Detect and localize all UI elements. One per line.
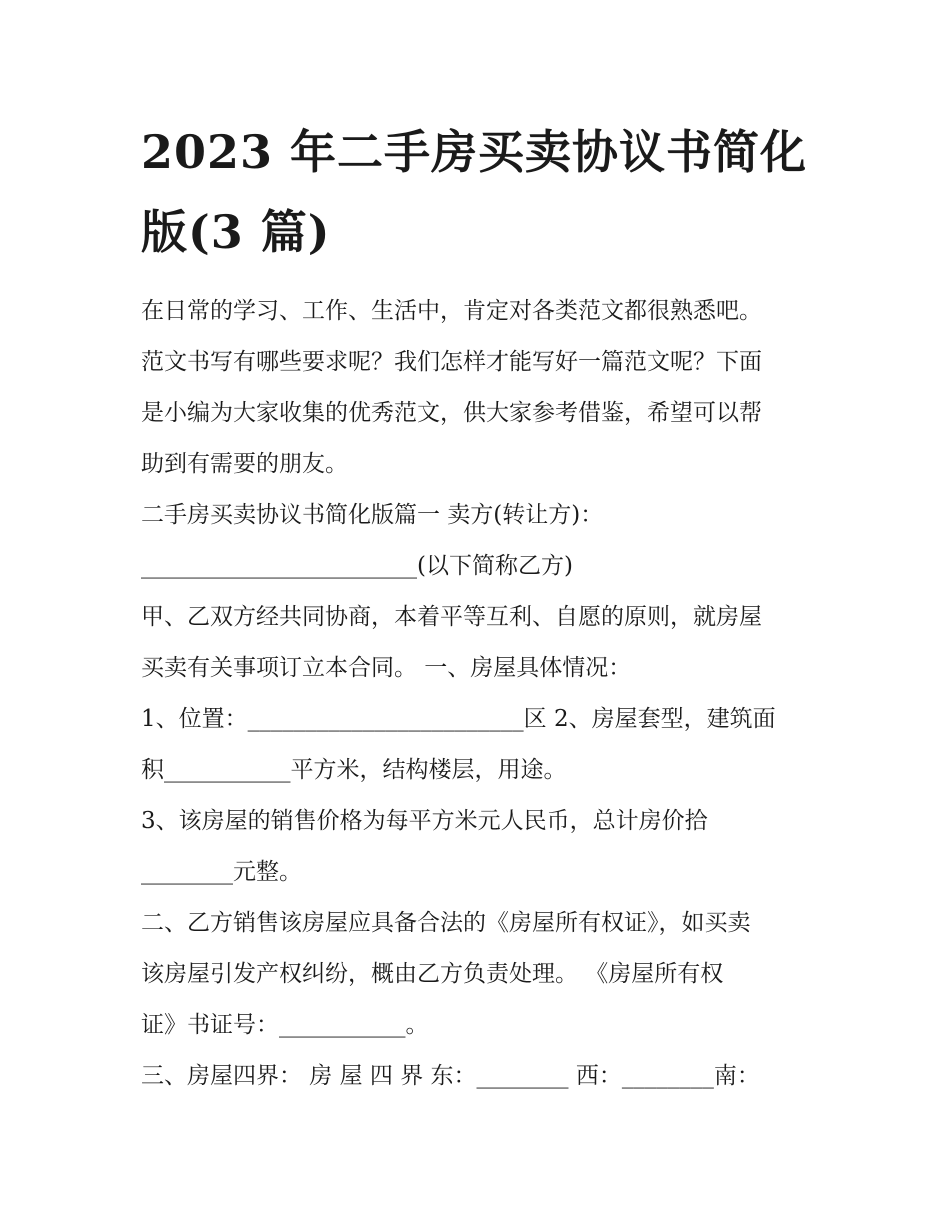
body-line: ________元整。 <box>141 859 302 885</box>
body-line: 二、乙方销售该房屋应具备合法的《房屋所有权证》，如买卖 <box>141 910 751 936</box>
body-line: 证》书证号：___________。 <box>141 1012 429 1038</box>
body-line: 积___________平方米，结构楼层，用途。 <box>141 757 567 783</box>
title-line-2: 版(3 篇) <box>141 205 331 259</box>
body-line: 助到有需要的朋友。 <box>141 451 348 477</box>
document-page <box>141 112 821 1102</box>
body-line: 该房屋引发产权纠纷，概由乙方负责处理。 《房屋所有权 <box>141 961 724 987</box>
body-line: ________________________(以下简称乙方) <box>141 553 573 579</box>
body-line: 甲、乙双方经共同协商，本着平等互利、自愿的原则，就房屋 <box>141 604 762 630</box>
body-line: 3、该房屋的销售价格为每平方米元人民币，总计房价拾 <box>141 808 708 834</box>
body-line: 是小编为大家收集的优秀范文，供大家参考借鉴，希望可以帮 <box>141 400 762 426</box>
body-line: 范文书写有哪些要求呢？我们怎样才能写好一篇范文呢？下面 <box>141 349 762 375</box>
body-line: 在日常的学习、工作、生活中，肯定对各类范文都很熟悉吧。 <box>141 298 762 324</box>
document-title <box>141 112 821 272</box>
document-body <box>141 286 821 1102</box>
body-line: 买卖有关事项订立本合同。 一、房屋具体情况： <box>141 655 632 681</box>
body-line: 1、位置：________________________区 2、房屋套型，建筑面 <box>141 706 776 732</box>
body-line: 三、房屋四界： 房 屋 四 界 东：________ 西：________南： <box>141 1063 760 1089</box>
body-line: 二手房买卖协议书简化版篇一 卖方(转让方)： <box>141 502 604 528</box>
title-line-1: 2023 年二手房买卖协议书简化 <box>141 125 808 179</box>
